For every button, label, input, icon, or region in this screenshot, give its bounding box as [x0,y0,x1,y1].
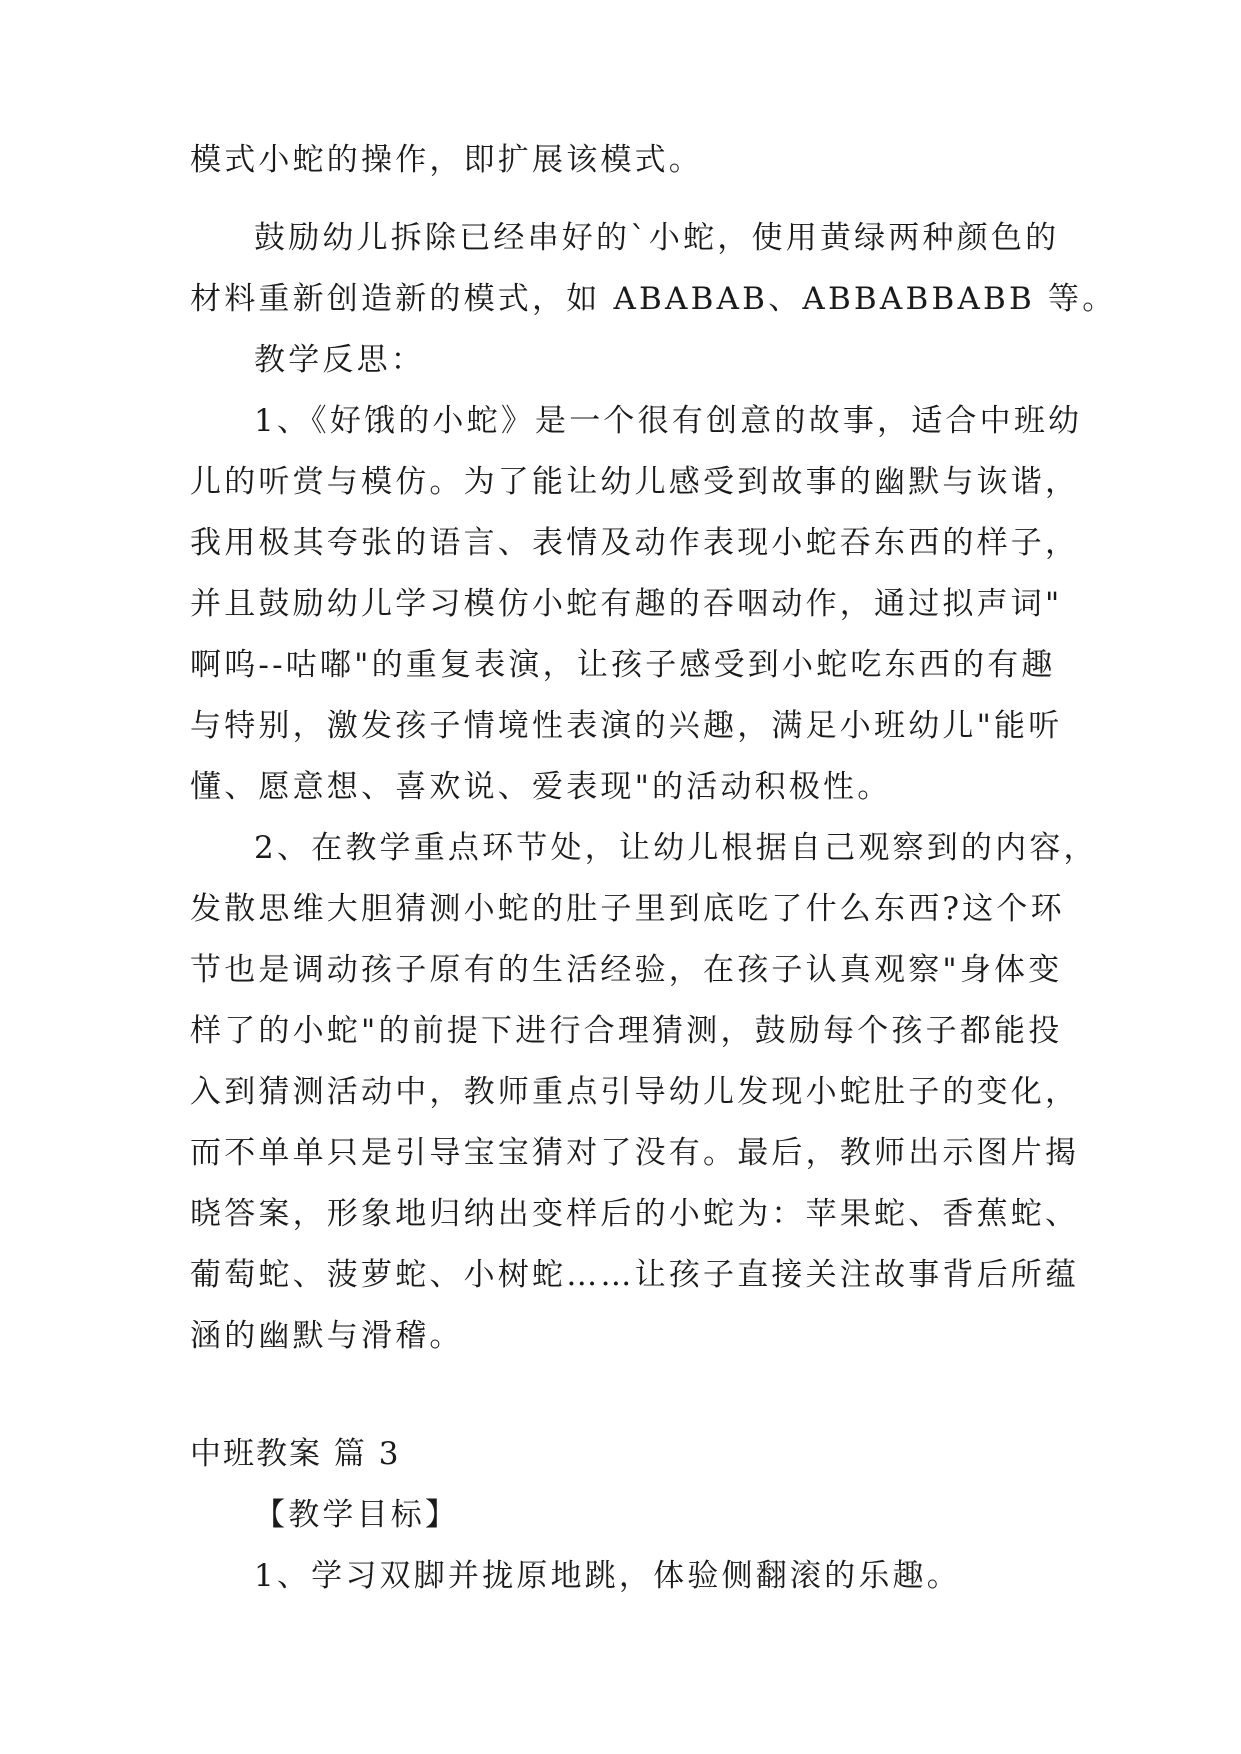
paragraph-line: 发散思维大胆猜测小蛇的肚子里到底吃了什么东西?这个环 [190,891,1065,927]
paragraph-line: 1、学习双脚并拢原地跳，体验侧翻滚的乐趣。 [254,1558,961,1594]
section-heading: 中班教案 篇 3 [190,1436,401,1472]
paragraph-line: 并且鼓励幼儿学习模仿小蛇有趣的吞咽动作，通过拟声词" [190,586,1063,622]
paragraph-line: 1、《好饿的小蛇》是一个很有创意的故事，适合中班幼 [254,403,1083,439]
paragraph-line: 懂、愿意想、喜欢说、爱表现"的活动积极性。 [190,769,892,805]
section-label: 教学反思： [254,342,425,378]
paragraph-line: 鼓励幼儿拆除已经串好的`小蛇，使用黄绿两种颜色的 [254,220,1060,256]
paragraph-line: 模式小蛇的操作，即扩展该模式。 [190,142,703,178]
paragraph-line: 材料重新创造新的模式，如 ABABAB、ABBABBABB 等。 [190,281,1117,317]
paragraph-line: 入到猜测活动中，教师重点引导幼儿发现小蛇肚子的变化， [190,1074,1080,1110]
paragraph-line: 节也是调动孩子原有的生活经验，在孩子认真观察"身体变 [190,952,1063,988]
paragraph-line: 与特别，激发孩子情境性表演的兴趣，满足小班幼儿"能听 [190,708,1063,744]
subsection-heading: 【教学目标】 [254,1497,460,1533]
paragraph-line: 晓答案，形象地归纳出变样后的小蛇为：苹果蛇、香蕉蛇、 [190,1196,1080,1232]
paragraph-line: 儿的听赏与模仿。为了能让幼儿感受到故事的幽默与诙谐， [190,464,1080,500]
paragraph-line: 啊呜--咕嘟"的重复表演，让孩子感受到小蛇吃东西的有趣 [190,647,1056,683]
paragraph-line: 样了的小蛇"的前提下进行合理猜测，鼓励每个孩子都能投 [190,1013,1063,1049]
paragraph-line: 我用极其夸张的语言、表情及动作表现小蛇吞东西的样子， [190,525,1080,561]
paragraph-line: 而不单单只是引导宝宝猜对了没有。最后，教师出示图片揭 [190,1135,1080,1171]
paragraph-line: 葡萄蛇、菠萝蛇、小树蛇……让孩子直接关注故事背后所蕴 [190,1257,1080,1293]
paragraph-line: 2、在教学重点环节处，让幼儿根据自己观察到的内容， [254,830,1098,866]
paragraph-line: 涵的幽默与滑稽。 [190,1318,464,1354]
